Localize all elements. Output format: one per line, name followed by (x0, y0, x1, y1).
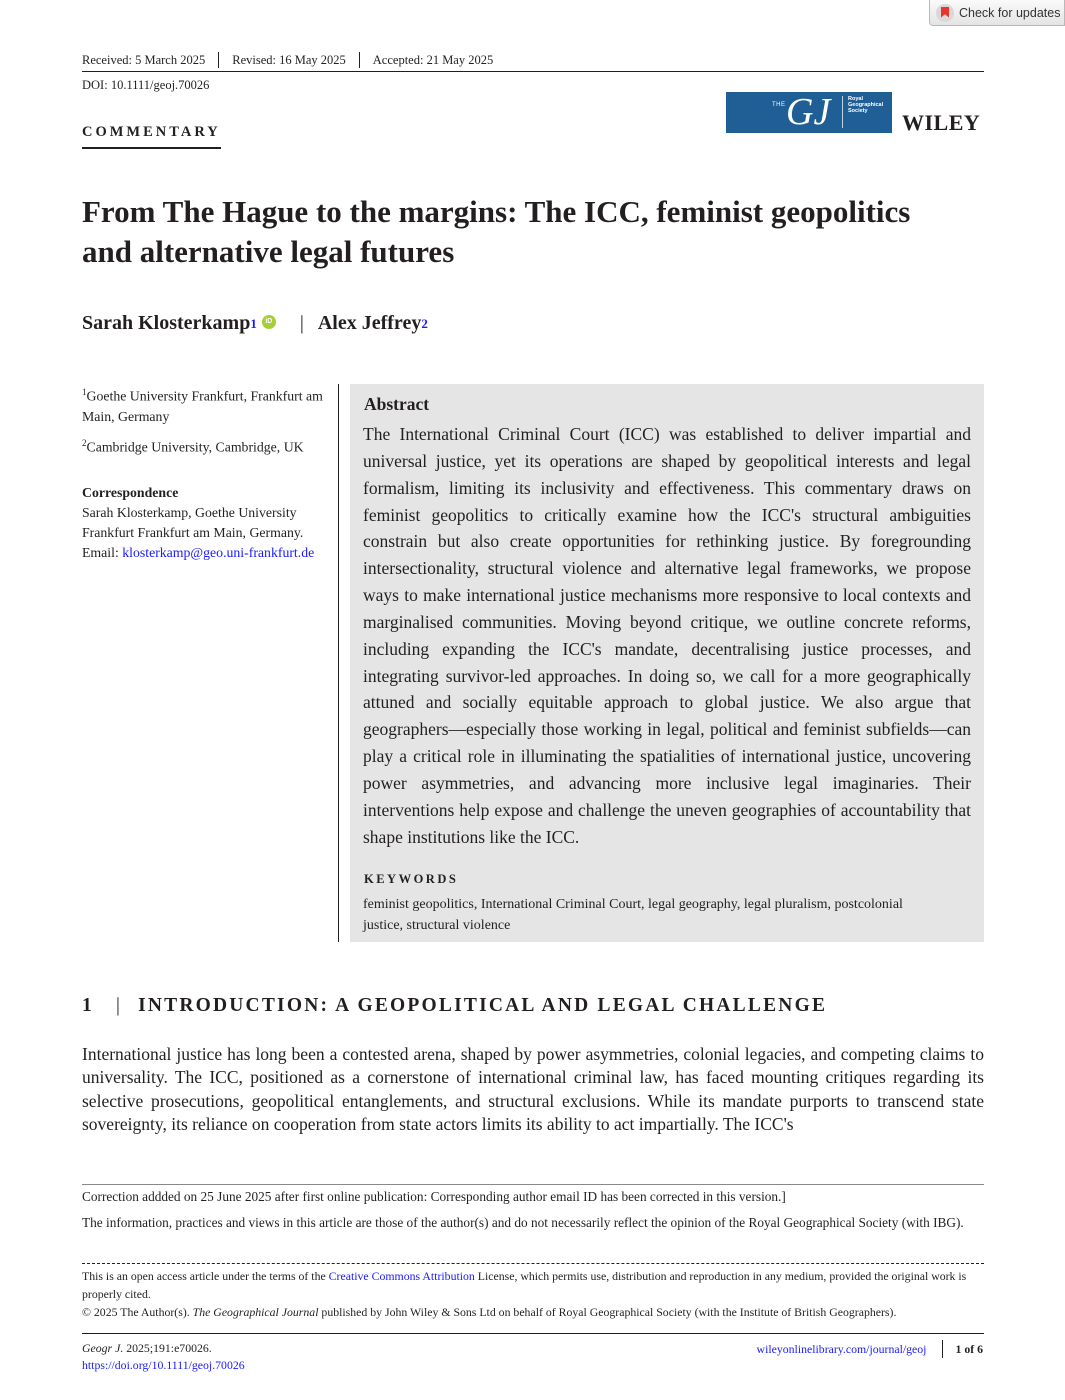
author-name[interactable]: Sarah Klosterkamp (82, 312, 251, 334)
keywords-heading: KEYWORDS (364, 872, 459, 886)
author-affiliation-ref[interactable]: 2 (421, 315, 428, 331)
correction-note: Correction addded on 25 June 2025 after first online publication: Corresponding author email ID has been corrected in this version.] (82, 1189, 786, 1204)
disclaimer-note: The information, practices and views in this article are those of the author(s) and do not necessarily reflect the opinion of the Royal Geographical Society (with IBG). (82, 1215, 964, 1230)
journal-logo (726, 92, 892, 133)
section-title: INTRODUCTION: A GEOPOLITICAL AND LEGAL CHALLENGE (138, 995, 828, 1016)
page-number: 1 of 6 (955, 1341, 983, 1356)
section-label: COMMENTARY (82, 124, 221, 149)
author-affiliation-ref[interactable]: 1 (250, 315, 257, 331)
citation-volume: 2025;191:e70026. (123, 1341, 212, 1355)
article-dates (82, 52, 506, 68)
creative-commons-link[interactable]: Creative Commons Attribution (328, 1269, 475, 1283)
footer-rule (82, 1333, 984, 1334)
abstract-text: The International Criminal Court (ICC) was established to deliver impartial and universal justice, yet its operations are shaped by geopolitical interests and legal formalism, limiting its inclusivity and effectiveness. This commentary draws on feminist geopolitics to critically examine how the ICC's structural ambiguities constrain but also create opportunities for rethinking justice. By foregrounding intersectionality, structural violence and alternative legal frameworks, we propose ways to make international justice mechanisms more responsive to local contexts and marginalised communities. Moving beyond critique, we outline concrete reforms, including expanding the ICC's mandate, decentralising justice processes, and integrating survivor-led approaches. In doing so, we call for a more geographically attuned and socially equitable approach to global justice. We also argue that geographers—especially those working in legal, political and feminist subfields—can play a critical role in illuminating the spatialities of international justice, uncovering power asymmetries, and advancing more inclusive legal imaginaries. Their interventions help expose and challenge the uneven geographies of accountability that shape institutions like the ICC. (363, 424, 971, 847)
journal-logo-the: THE (772, 102, 786, 108)
doi: DOI: 10.1111/geoj.70026 (82, 78, 210, 92)
keywords-text: feminist geopolitics, International Criminal Court, legal geography, legal pluralism, postcolonial justice, structural violence (363, 897, 903, 933)
revised-date: Revised: 16 May 2025 (218, 52, 359, 68)
column-divider (338, 384, 339, 942)
affiliation: $^2$Cambridge University, Cambridge, UK (82, 437, 304, 455)
section-number: 1 (82, 995, 94, 1016)
correspondence-text: Sarah Klosterkamp, Goethe University Frankfurt Frankfurt am Main, Germany. (82, 505, 304, 541)
correspondence-heading: Correspondence (82, 485, 179, 501)
journal-footer (757, 1340, 983, 1358)
journal-logo-society: Royal Geographical Society (848, 96, 884, 114)
affiliations-column (82, 382, 332, 563)
header-rule (82, 71, 984, 72)
journal-logo-divider (842, 96, 843, 128)
abstract-heading: Abstract (364, 394, 430, 414)
orcid-icon[interactable]: iD (262, 315, 276, 329)
author-separator: | (299, 312, 304, 334)
license-divider (82, 1263, 984, 1264)
check-for-updates-button[interactable] (929, 0, 1065, 26)
bookmark-icon (936, 4, 954, 22)
section-heading (82, 995, 827, 1017)
citation (82, 1340, 245, 1374)
check-for-updates-label: Check for updates (959, 5, 1061, 20)
article-title: From The Hague to the margins: The ICC, feminist geopolitics and alternative legal futures (82, 194, 911, 269)
email-link[interactable]: klosterkamp@geo.uni-frankfurt.de (122, 545, 315, 561)
license-text: This is an open access article under the terms of the Creative Commons Attribution License, which permits use, distribution and reproduction in any medium, provided the original work is properly cited. (82, 1269, 967, 1301)
copyright-text: © 2025 The Author(s). The Geographical Journal published by John Wiley & Sons Ltd on behalf of Royal Geographical Society (with the Institute of British Geographers). (82, 1305, 897, 1319)
introduction-text: International justice has long been a contested arena, shaped by power asymmetries, colonial legacies, and competing claims to universality. The ICC, positioned as a cornerstone of international criminal law, has faced mounting critiques regarding its selective prosecutions, geopolitical entanglements, and structural exclusions. While its mandate purports to transcend state sovereignty, its reliance on cooperation from state actors limits its ability to act impartially. The ICC's (82, 1044, 984, 1134)
correspondence-email: Email: klosterkamp@geo.uni-frankfurt.de (82, 545, 315, 561)
doi-link[interactable]: https://doi.org/10.1111/geoj.70026 (82, 1358, 245, 1372)
accepted-date: Accepted: 21 May 2025 (359, 52, 506, 68)
author-list (82, 312, 428, 335)
affiliation: $^1$Goethe University Frankfurt, Frankfurt am Main, Germany (82, 387, 323, 424)
journal-url-link[interactable]: wileyonlinelibrary.com/journal/geoj (756, 1341, 927, 1356)
author-name[interactable]: Alex Jeffrey (317, 312, 422, 334)
footer-divider (942, 1340, 943, 1358)
license-block (82, 1268, 984, 1322)
received-date: Received: 5 March 2025 (82, 53, 206, 67)
citation-journal: Geogr J. (82, 1341, 124, 1355)
section-separator: | (115, 995, 123, 1016)
journal-logo-mark: GJ (786, 91, 831, 133)
footnote-rule (82, 1184, 984, 1185)
publisher-logo: WILEY (902, 110, 981, 135)
